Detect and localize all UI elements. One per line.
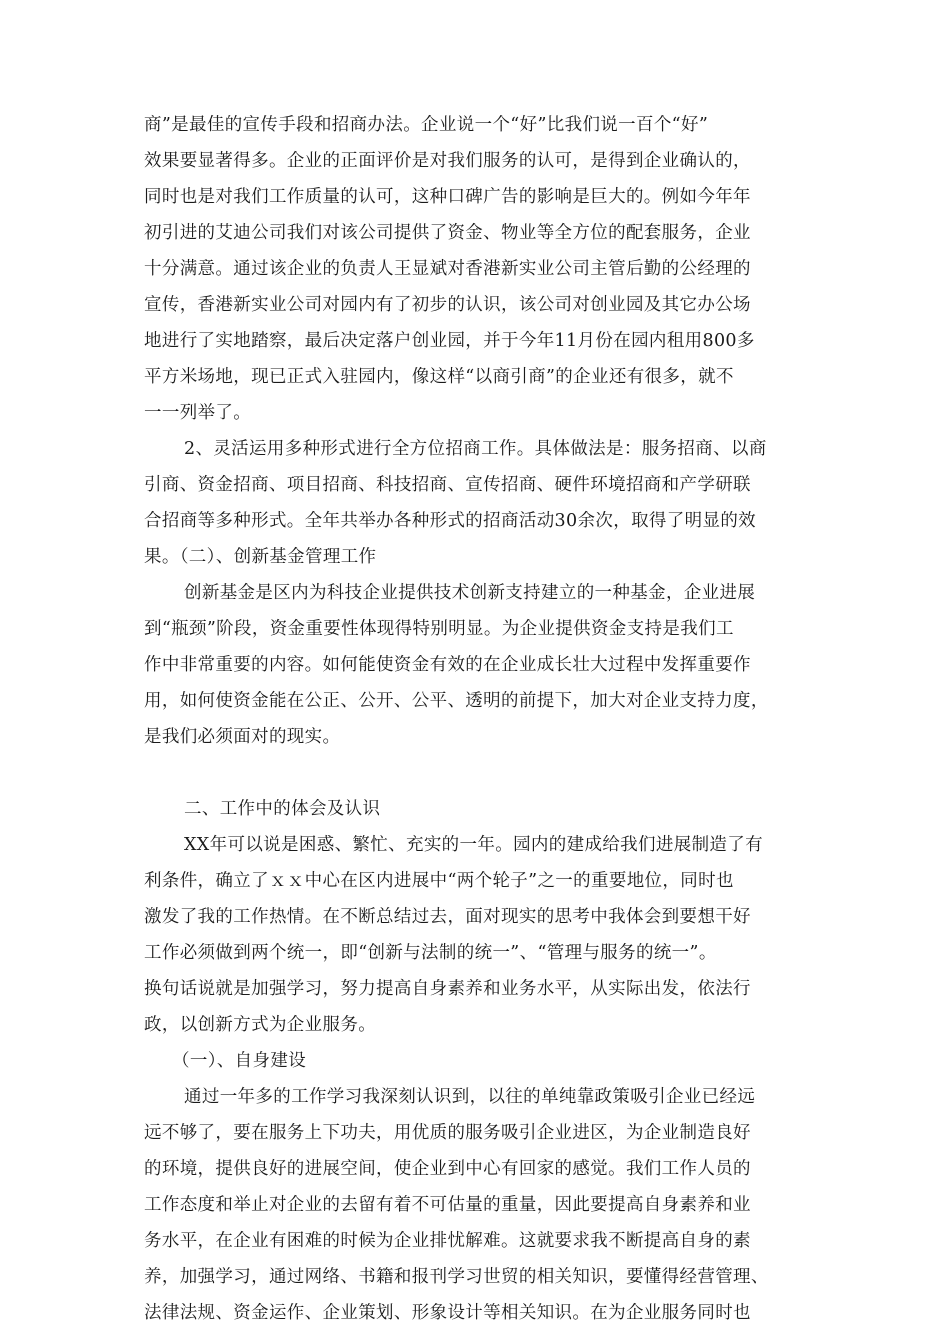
paragraph-line: 换句话说就是加强学习，努力提高自身素养和业务水平，从实际出发，依法行 bbox=[144, 979, 751, 999]
paragraph-line: 平方米场地，现已正式入驻园内，像这样“以商引商”的企业还有很多，就不 bbox=[144, 367, 734, 387]
paragraph-line: 作中非常重要的内容。如何能使资金有效的在企业成长壮大过程中发挥重要作 bbox=[144, 655, 751, 675]
paragraph-line: 初引进的艾迪公司我们对该公司提供了资金、物业等全方位的配套服务，企业 bbox=[144, 223, 751, 243]
paragraph-line: 政，以创新方式为企业服务。 bbox=[144, 1015, 377, 1035]
paragraph-line: 养，加强学习，通过网络、书籍和报刊学习世贸的相关知识，要懂得经营管理、 bbox=[144, 1267, 769, 1287]
paragraph-line: 果。（二）、创新基金管理工作 bbox=[144, 547, 377, 567]
paragraph-line: 的环境，提供良好的进展空间，使企业到中心有回家的感觉。我们工作人员的 bbox=[144, 1159, 751, 1179]
paragraph-line: 工作必须做到两个统一，即“创新与法制的统一”、“管理与服务的统一”。 bbox=[144, 943, 717, 963]
paragraph-line: 合招商等多种形式。全年共举办各种形式的招商活动30余次，取得了明显的效 bbox=[144, 511, 757, 531]
paragraph-line: 激发了我的工作热情。在不断总结过去，面对现实的思考中我体会到要想干好 bbox=[144, 907, 751, 927]
paragraph-line: 同时也是对我们工作质量的认可，这种口碑广告的影响是巨大的。例如今年年 bbox=[144, 187, 751, 207]
paragraph-line: 远不够了，要在服务上下功夫，用优质的服务吸引企业进区，为企业制造良好 bbox=[144, 1123, 751, 1143]
paragraph-line: 到“瓶颈”阶段，资金重要性体现得特别明显。为企业提供资金支持是我们工 bbox=[144, 619, 734, 639]
paragraph-line: 地进行了实地踏察，最后决定落户创业园，并于今年11月份在园内租用800多 bbox=[144, 331, 755, 351]
paragraph-line: 务水平，在企业有困难的时候为企业排忧解难。这就要求我不断提高自身的素 bbox=[144, 1231, 751, 1251]
paragraph-line: 通过一年多的工作学习我深刻认识到，以往的单纯靠政策吸引企业已经远 bbox=[184, 1087, 756, 1107]
paragraph-line: 商”是最佳的宣传手段和招商办法。企业说一个“好”比我们说一百个“好” bbox=[144, 115, 709, 135]
paragraph-line: 法律法规、资金运作、企业策划、形象设计等相关知识。在为企业服务同时也 bbox=[144, 1303, 751, 1323]
paragraph-line: 工作态度和举止对企业的去留有着不可估量的重量，因此要提高自身素养和业 bbox=[144, 1195, 751, 1215]
paragraph-line: 十分满意。通过该企业的负责人王显斌对香港新实业公司主管后勤的公经理的 bbox=[144, 259, 751, 279]
paragraph-line: 2、灵活运用多种形式进行全方位招商工作。具体做法是：服务招商、以商 bbox=[184, 439, 767, 459]
paragraph-line: 利条件，确立了ｘｘ中心在区内进展中“两个轮子”之一的重要地位，同时也 bbox=[144, 871, 734, 891]
subsection-heading: （一）、自身建设 bbox=[172, 1051, 307, 1071]
paragraph-line: XX年可以说是困惑、繁忙、充实的一年。园内的建成给我们进展制造了有 bbox=[184, 835, 763, 855]
paragraph-line: 创新基金是区内为科技企业提供技术创新支持建立的一种基金，企业进展 bbox=[184, 583, 756, 603]
paragraph-line: 引商、资金招商、项目招商、科技招商、宣传招商、硬件环境招商和产学研联 bbox=[144, 475, 751, 495]
paragraph-line: 是我们必须面对的现实。 bbox=[144, 727, 341, 747]
paragraph-line: 效果要显著得多。企业的正面评价是对我们服务的认可，是得到企业确认的， bbox=[144, 151, 751, 171]
paragraph-line: 宣传，香港新实业公司对园内有了初步的认识，该公司对创业园及其它办公场 bbox=[144, 295, 751, 315]
section-heading: 二、工作中的体会及认识 bbox=[184, 799, 381, 819]
paragraph-line: 用，如何使资金能在公正、公开、公平、透明的前提下，加大对企业支持力度， bbox=[144, 691, 769, 711]
paragraph-line: 一一列举了。 bbox=[144, 403, 252, 423]
